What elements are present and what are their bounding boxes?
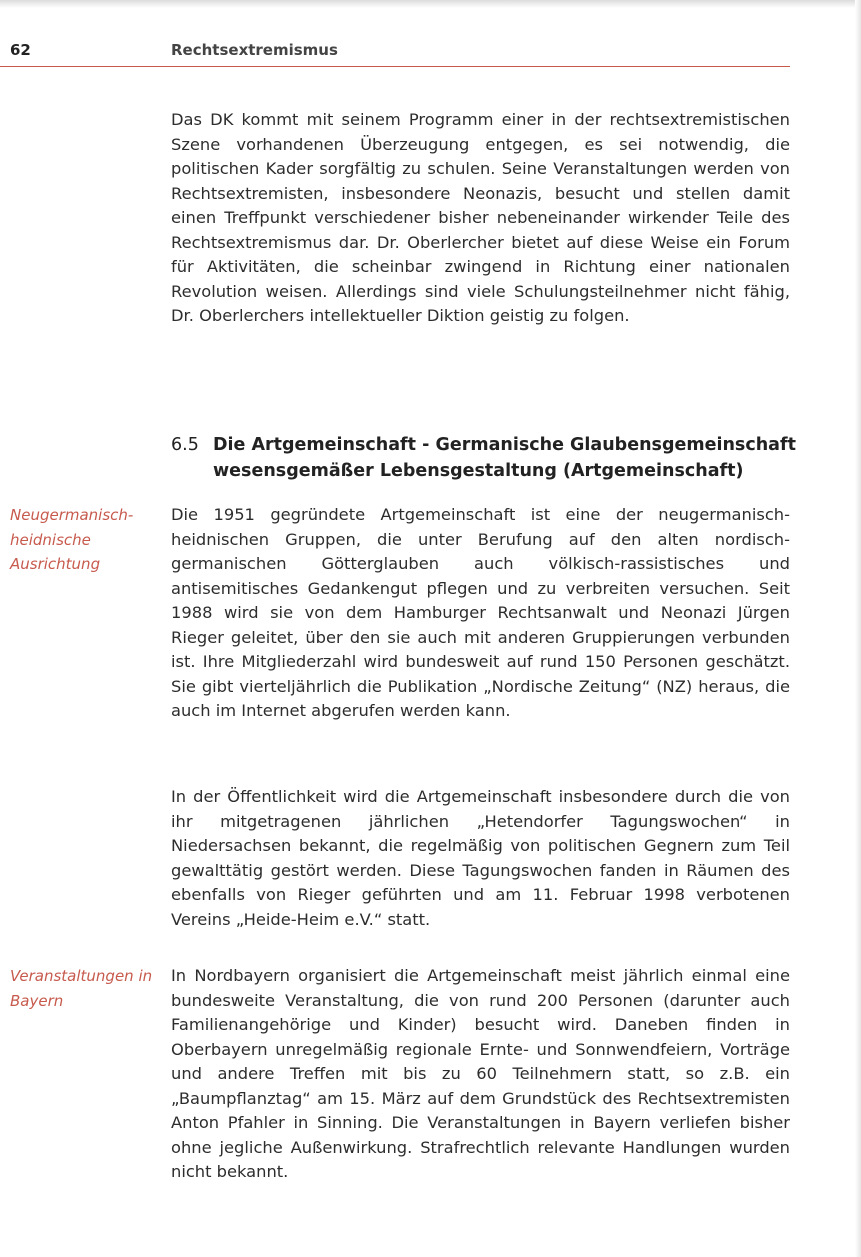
- section-heading: [171, 432, 796, 484]
- page-number: 62: [10, 41, 31, 59]
- paragraph-artgemeinschaft-intro: Die 1951 gegründete Artgemeinschaft ist eine der neugermanisch-heidnischen Gruppen, die unter Berufung auf den alten nordisch-germanischen Götterglauben auch völkisch-rassistisches und antisemitisches Gedankengut pflegen und zu verbreiten versuchen. Seit 1988 wird sie von dem Hamburger Rechtsanwalt und Neonazi Jürgen Rieger geleitet, über den sie auch mit anderen Gruppierungen verbunden ist. Ihre Mitgliederzahl wird bundesweit auf rund 150 Personen geschätzt. Sie gibt vierteljährlich die Publikation „Nordische Zeitung“ (NZ) heraus, die auch im Internet abgerufen werden kann.: [171, 505, 790, 720]
- section-title-line-2: wesensgemäßer Lebensgestaltung (Artgemeinschaft): [213, 461, 744, 481]
- header-rule: [0, 66, 790, 67]
- margin-note-ausrichtung: Neugermanisch-heidnische Ausrichtung: [10, 506, 134, 573]
- paragraph-bayern: In Nordbayern organisiert die Artgemeinschaft meist jährlich einmal eine bundesweite Veranstaltung, die von rund 200 Personen (darunter auch Familienangehörige und Kinder) besucht wird. Daneben finden in Oberbayern unregelmäßig regionale Ernte- und Sonnwendfeiern, Vorträge und andere Treffen mit bis zu 60 Teilnehmern statt, so z.B. ein „Baumpflanztag“ am 15. März auf dem Grundstück des Rechtsextremisten Anton Pfahler in Sinning. Die Veranstaltungen in Bayern verliefen bisher ohne jegliche Außenwirkung. Strafrechtlich relevante Handlungen wurden nicht bekannt.: [171, 966, 790, 1181]
- running-title: Rechtsextremismus: [171, 41, 338, 59]
- section-number: 6.5: [171, 435, 199, 455]
- page-header: [0, 36, 790, 68]
- page-top-shadow: [0, 0, 861, 8]
- paragraph-dk-program: Das DK kommt mit seinem Programm einer in der rechtsextremistischen Szene vorhandenen Überzeugung entgegen, es sei notwendig, die politischen Kader sorgfältig zu schulen. Seine Veranstaltungen werden von Rechtsextremisten, insbesondere Neonazis, besucht und stellen damit einen Treffpunkt verschiedener bisher nebeneinander wirkender Teile des Rechtsextremismus dar. Dr. Oberlercher bietet auf diese Weise ein Forum für Aktivitäten, die scheinbar zwingend in Richtung einer nationalen Revolution weisen. Allerdings sind viele Schulungsteilnehmer nicht fähig, Dr. Oberlerchers intellektueller Diktion geistig zu folgen.: [171, 110, 790, 325]
- margin-note-veranstaltungen: Veranstaltungen in Bayern: [10, 967, 153, 1010]
- page-right-shadow: [855, 0, 861, 1257]
- paragraph-hetendorf: In der Öffentlichkeit wird die Artgemeinschaft insbesondere durch die von ihr mitgetragenen jährlichen „Hetendorfer Tagungswochen“ in Niedersachsen bekannt, die regelmäßig von politischen Gegnern zum Teil gewalttätig gestört werden. Diese Tagungswochen fanden in Räumen des ebenfalls von Rieger geführten und am 11. Februar 1998 verbotenen Vereins „Heide-Heim e.V.“ statt.: [171, 787, 790, 929]
- section-title-line-1: Die Artgemeinschaft - Germanische Glaubensgemeinschaft: [213, 435, 796, 455]
